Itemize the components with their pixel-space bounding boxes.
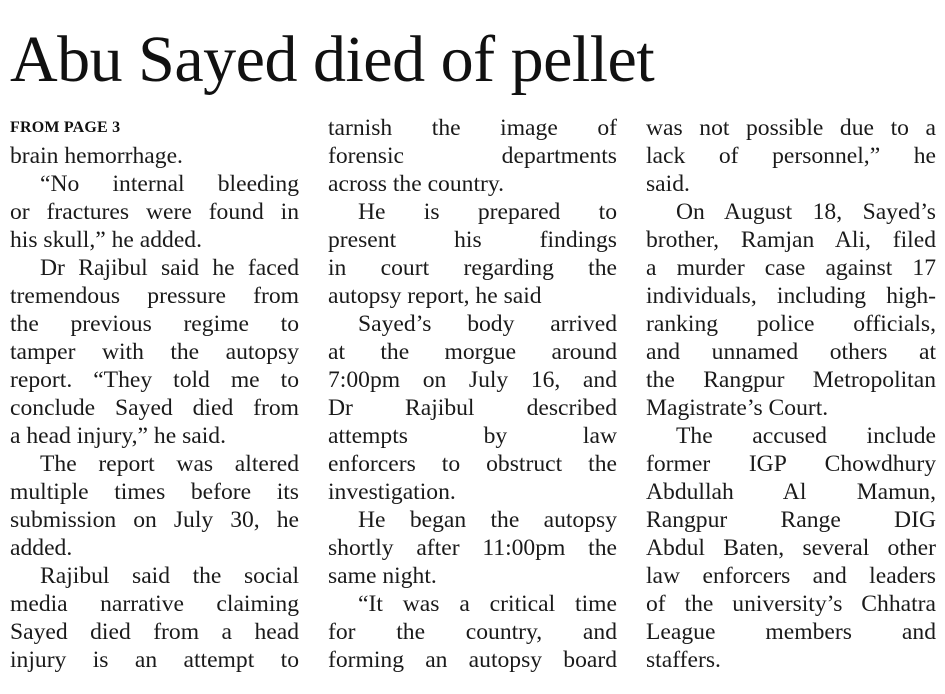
text-line: forming an autopsy board [328,647,617,673]
text-line: enforcers to obstruct the [328,451,617,477]
text-line: the Rangpur Metropolitan [646,367,936,393]
column-3-text [646,114,936,674]
text-line: for the country, and [328,619,617,645]
text-line: Abdul Baten, several other [646,535,936,561]
text-line: Dr Rajibul described [328,395,617,421]
text-line: investigation. [328,479,456,505]
text-line: brain hemorrhage. [10,143,183,169]
text-line: tarnish the image of [328,115,617,141]
text-line: his skull,” he added. [10,227,202,253]
text-line: across the country. [328,171,505,197]
text-line: a murder case against 17 [646,255,936,281]
column-2-text [328,114,617,674]
text-line: same night. [328,563,437,589]
text-line: at the morgue around [328,339,617,365]
text-line: present his findings [328,227,617,253]
continued-from-kicker: FROM PAGE 3 [10,119,121,136]
text-line: He is prepared to [358,199,617,225]
text-line: former IGP Chowdhury [646,451,936,477]
text-line: On August 18, Sayed’s [676,199,936,225]
text-line: tamper with the autopsy [10,339,299,365]
column-1-text [10,142,299,674]
text-line: Sayed died from a head [10,619,299,645]
text-line: added. [10,535,73,561]
text-line: lack of personnel,” he [646,143,936,169]
article-column-1 [10,114,299,674]
text-line: law enforcers and leaders [646,563,936,589]
text-line: The accused include [676,423,936,449]
text-line: Rangpur Range DIG [646,507,936,533]
text-line: He began the autopsy [358,507,617,533]
text-line: attempts by law [328,423,617,449]
article-column-3 [646,114,936,674]
text-line: tremendous pressure from [10,283,299,309]
text-line: “No internal bleeding [40,171,299,197]
text-line: The report was altered [40,451,299,477]
headline: Abu Sayed died of pellet [10,23,655,96]
text-line: Rajibul said the social [40,563,299,589]
text-line: submission on July 30, he [10,507,299,533]
text-line: multiple times before its [10,479,299,505]
text-line: “It was a critical time [358,591,617,617]
text-line: Abdullah Al Mamun, [646,479,936,505]
text-line: or fractures were found in [10,199,299,225]
text-line: in court regarding the [328,255,617,281]
text-line: Magistrate’s Court. [646,395,829,421]
text-line: autopsy report, he said [328,283,542,309]
text-line: and unnamed others at [646,339,936,365]
text-line: brother, Ramjan Ali, filed [646,227,936,253]
text-line: staffers. [646,647,721,673]
text-line: 7:00pm on July 16, and [328,367,617,393]
text-line: conclude Sayed died from [10,395,299,421]
text-line: League members and [646,619,936,645]
text-line: shortly after 11:00pm the [328,535,617,561]
text-line: the previous regime to [10,311,299,337]
text-line: media narrative claiming [10,591,299,617]
text-line: individuals, including high- [646,283,936,309]
text-line: ranking police officials, [646,311,936,337]
text-line: of the university’s Chhatra [646,591,936,617]
text-line: Dr Rajibul said he faced [40,255,299,281]
text-line: was not possible due to a [646,115,936,141]
article-column-2 [328,114,617,674]
text-line: report. “They told me to [10,367,299,393]
text-line: said. [646,171,690,197]
text-line: injury is an attempt to [10,647,299,673]
text-line: a head injury,” he said. [10,423,226,449]
text-line: forensic departments [328,143,617,169]
text-line: Sayed’s body arrived [358,311,617,337]
